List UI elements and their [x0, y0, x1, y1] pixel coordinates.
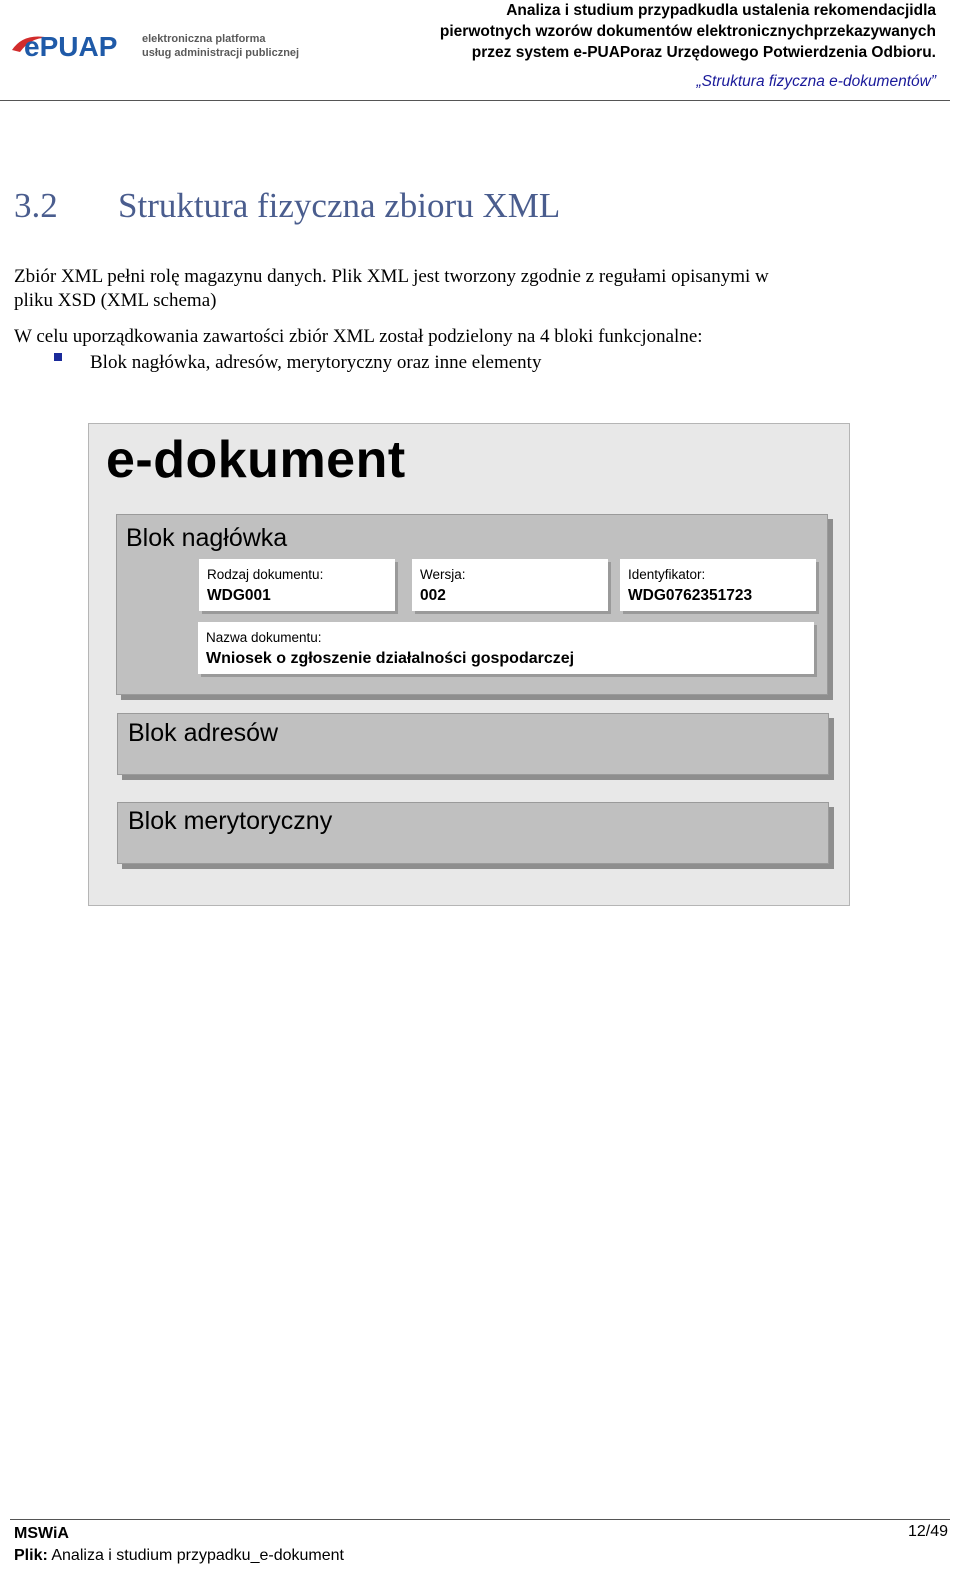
section-heading [14, 186, 560, 226]
epuap-logo [10, 26, 310, 66]
paragraph-blocks: W celu uporządkowania zawartości zbiór XML został podzielony na 4 bloki funkcjonalne: [14, 326, 703, 347]
logo-brand: ePUAP [24, 31, 118, 62]
identifier-label: Identyfikator: [628, 567, 706, 582]
footer-divider [10, 1519, 950, 1520]
section-number: 3.2 [14, 186, 58, 225]
content-block-label: Blok merytoryczny [128, 807, 333, 835]
footer-file-name: Analiza i studium przypadku_e-dokument [51, 1547, 344, 1564]
footer-file-label: Plik: [14, 1547, 48, 1564]
version-label: Wersja: [420, 567, 466, 582]
bullet-icon [54, 353, 62, 361]
version-field [412, 559, 608, 611]
document-title-line-1: Analiza i studium przypadkudla ustalenia rekomendacjidla [506, 2, 936, 19]
identifier-value: WDG0762351723 [628, 587, 753, 604]
footer-file [14, 1545, 344, 1567]
header-block-label: Blok nagłówka [126, 524, 288, 552]
document-type-value: WDG001 [207, 587, 271, 604]
logo-tagline-1: elektroniczna platforma [142, 33, 266, 45]
paragraph-intro [14, 265, 944, 313]
document-title-line-3: przez system e-PUAPoraz Urzędowego Potwierdzenia Odbioru. [471, 44, 936, 61]
document-title [440, 0, 936, 63]
document-name-field [198, 622, 814, 674]
page-number: 12/49 [907, 1523, 948, 1540]
header-divider [0, 100, 950, 101]
section-title: Struktura fizyczna zbioru XML [118, 186, 561, 225]
address-block-label: Blok adresów [128, 719, 279, 747]
paragraph-intro-line-1: Zbiór XML pełni rolę magazynu danych. Plik XML jest tworzony zgodnie z regułami opisanymi w [14, 266, 769, 287]
document-type-label: Rodzaj dokumentu: [207, 567, 324, 582]
version-value: 002 [420, 587, 446, 604]
footer-org: MSWiA [14, 1525, 69, 1542]
document-name-label: Nazwa dokumentu: [206, 630, 322, 645]
identifier-field [620, 559, 816, 611]
footer-info [14, 1523, 344, 1567]
document-subtitle: „Struktura fizyczna e-dokumentów” [696, 73, 936, 90]
paragraph-intro-line-2: pliku XSD (XML schema) [14, 290, 217, 311]
diagram-title: e-dokument [106, 431, 406, 489]
document-type-field [199, 559, 395, 611]
document-title-line-2: pierwotnych wzorów dokumentów elektronicznychprzekazywanych [439, 23, 936, 40]
bullet-item: Blok nagłówka, adresów, merytoryczny oraz inne elementy [90, 352, 542, 373]
logo-tagline-2: usług administracji publicznej [142, 47, 300, 59]
document-name-value: Wniosek o zgłoszenie działalności gospodarczej [206, 650, 575, 667]
